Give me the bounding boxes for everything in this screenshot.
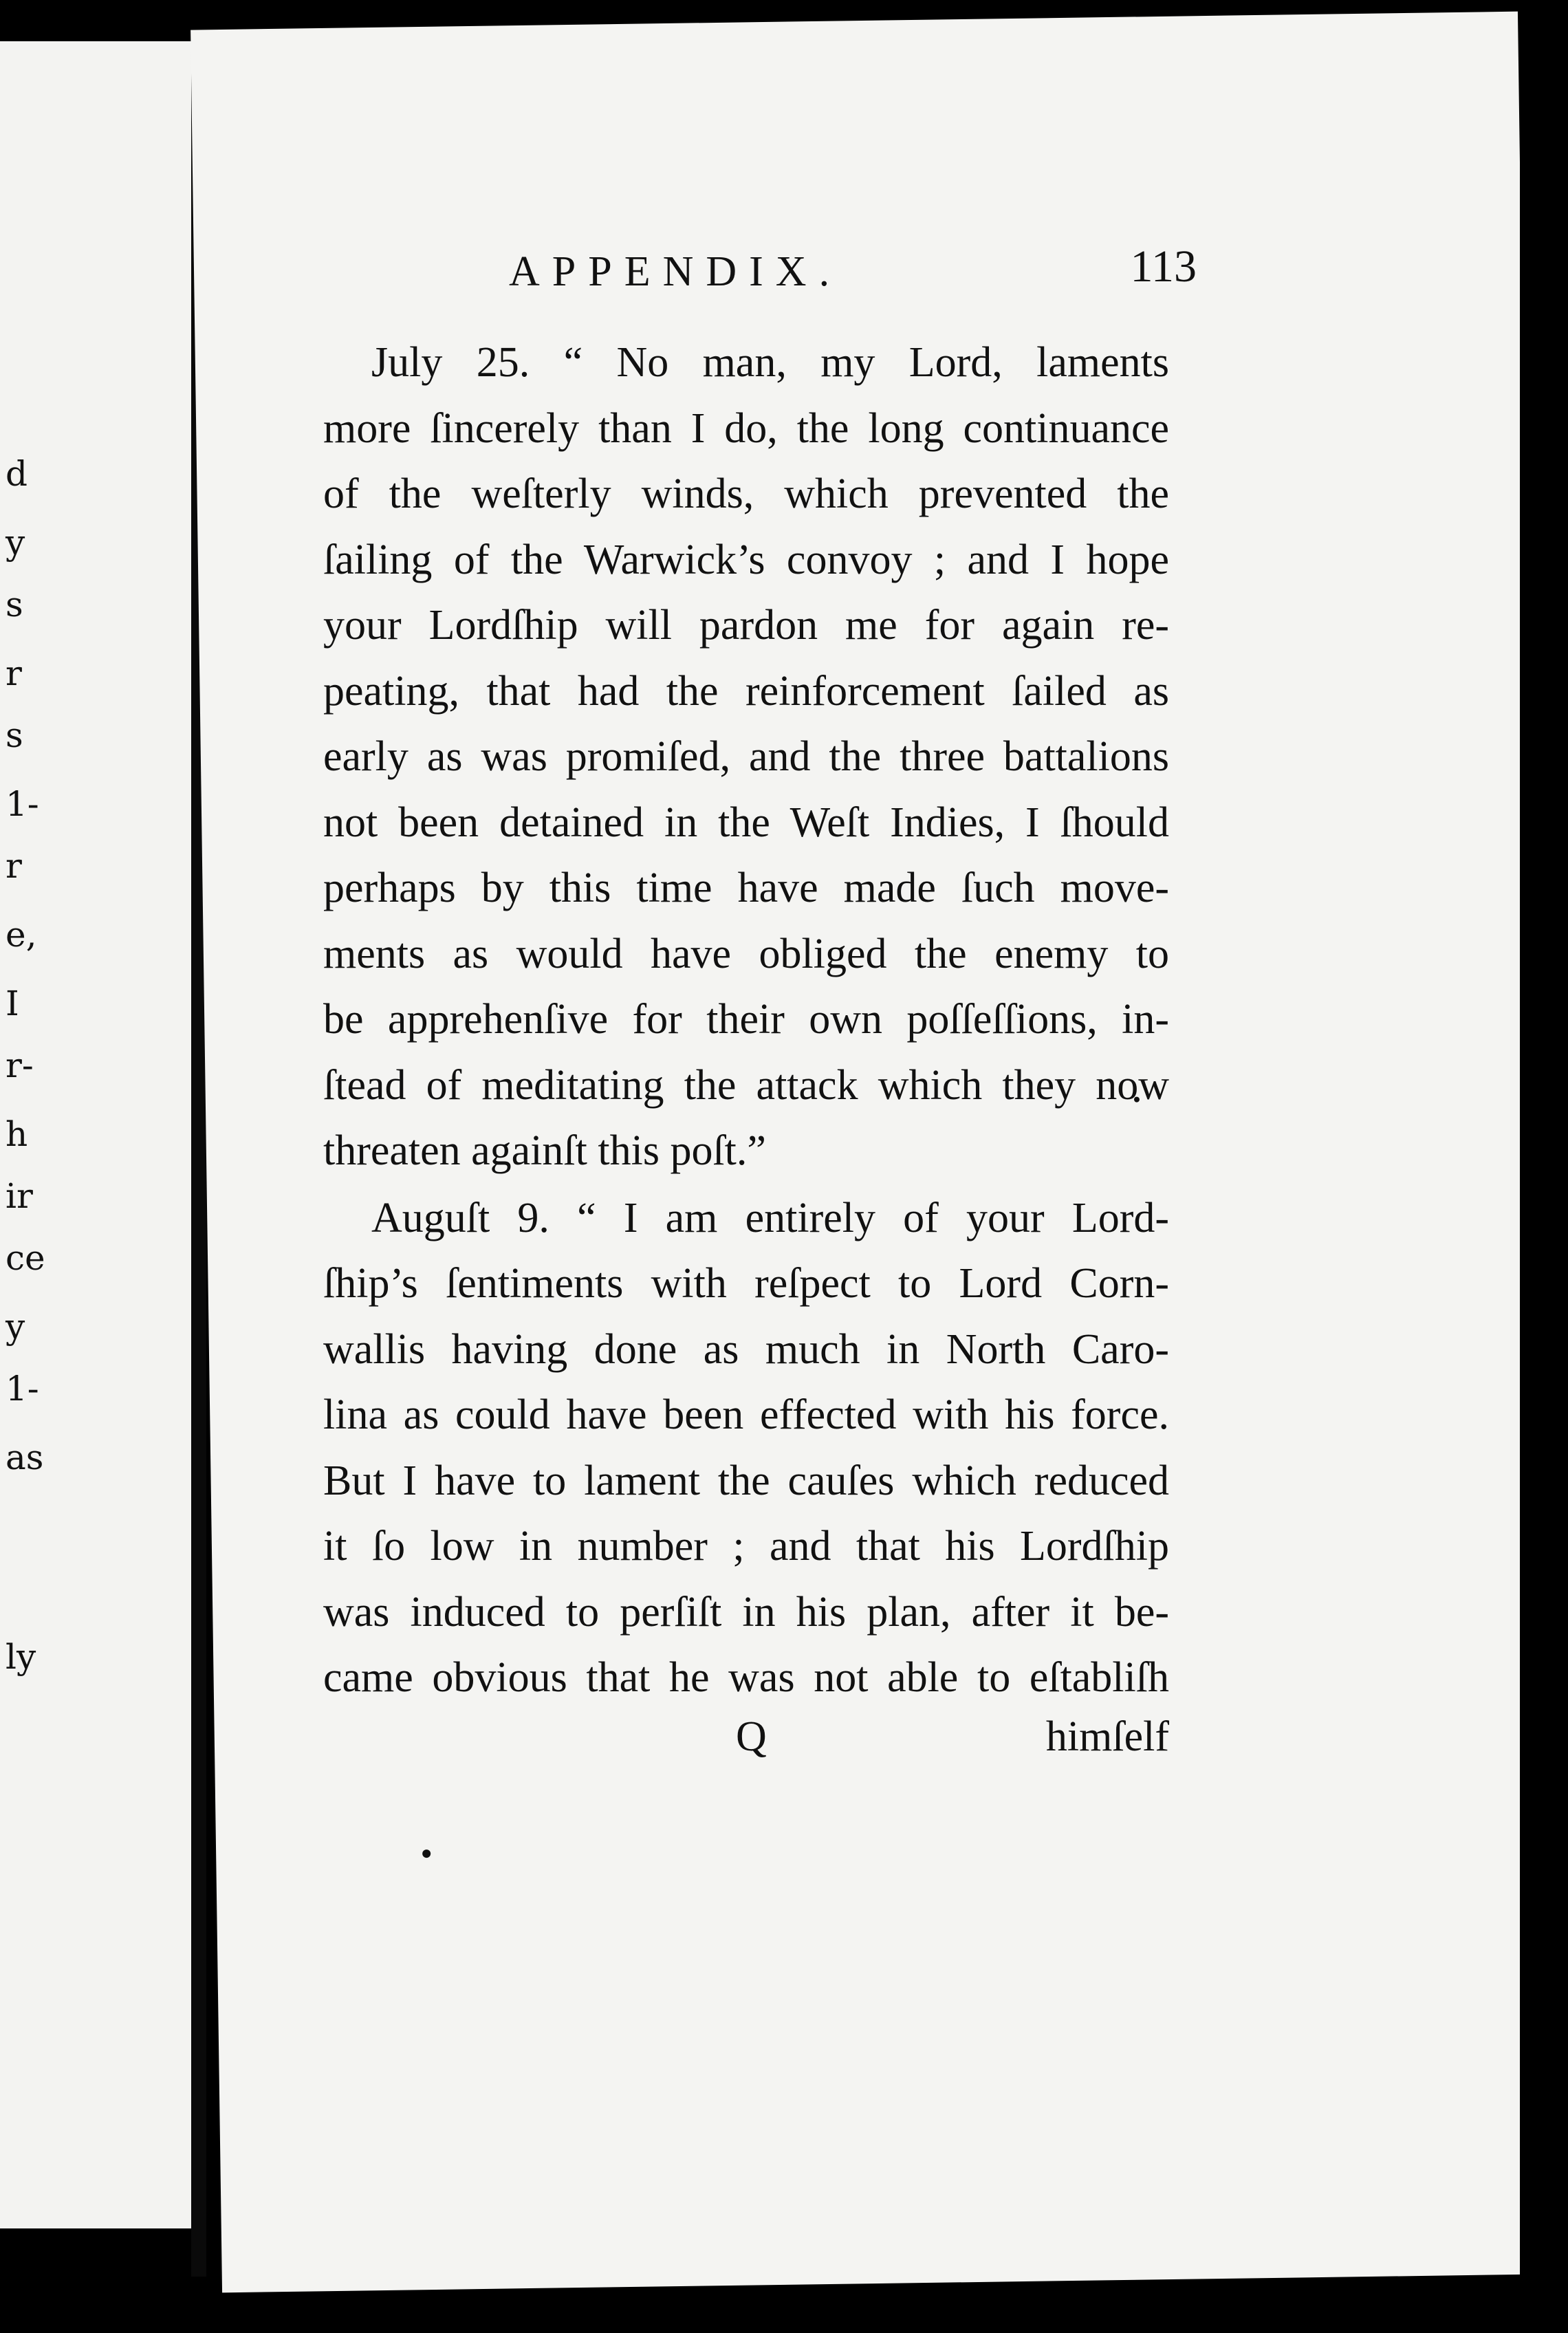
left-margin-fragment: ly — [6, 1637, 36, 1677]
text-line: came obvious that he was not able to eſtabliſh — [323, 1654, 1169, 1701]
text-line: ſtead of meditating the attack which they now — [323, 1061, 1169, 1109]
left-margin-fragment: y — [6, 1307, 25, 1347]
text-line: more ſincerely than I do, the long continuance — [323, 404, 1169, 452]
scan-border-right — [1520, 0, 1568, 2333]
left-margin-fragment: e, — [6, 915, 37, 955]
paragraph — [323, 330, 1169, 1184]
left-margin-fragment: r — [6, 653, 22, 693]
text-line: your Lordſhip will pardon me for again re- — [323, 602, 1169, 649]
left-margin-fragment: d — [6, 454, 28, 494]
text-line: ſailing of the Warwick’s convoy ; and I hope — [323, 536, 1169, 583]
text-line: of the weſterly winds, which prevented the — [323, 470, 1169, 517]
text-line: was induced to perſiſt in his plan, after it be- — [323, 1588, 1169, 1636]
text-line: ments as would have obliged the enemy to — [323, 930, 1169, 977]
left-margin-fragment: I — [6, 984, 19, 1023]
left-margin-fragment: 1- — [6, 784, 39, 824]
text-line: perhaps by this time have made ſuch move- — [323, 865, 1169, 911]
text-line: be apprehenſive for their own poſſeſſions, in- — [323, 996, 1169, 1043]
signature-mark: Q — [736, 1713, 767, 1760]
left-page-fragment — [0, 41, 191, 2228]
text-line: lina as could have been effected with his force. — [323, 1391, 1169, 1438]
left-margin-fragment: r — [6, 846, 22, 886]
body-text — [323, 330, 1169, 1711]
page-number: 113 — [1130, 241, 1197, 292]
left-margin-fragment: ce — [6, 1238, 45, 1278]
text-line: Auguſt 9. “ I am entirely of your Lord- — [371, 1194, 1169, 1241]
text-line: peating, that had the reinforcement ſailed as — [323, 667, 1169, 715]
left-margin-fragment: 1- — [6, 1369, 39, 1409]
page-footer — [323, 1713, 1169, 1781]
text-line: ſhip’s ſentiments with reſpect to Lord Corn- — [323, 1260, 1169, 1307]
text-line: not been detained in the Weſt Indies, I ſhould — [323, 799, 1169, 846]
paragraph — [323, 1186, 1169, 1711]
catchword: himſelf — [1045, 1713, 1169, 1760]
left-page-margin-text — [0, 41, 191, 2228]
text-line: But I have to lament the cauſes which reduced — [323, 1457, 1169, 1504]
left-margin-fragment: r- — [6, 1045, 34, 1085]
left-margin-fragment: ir — [6, 1176, 33, 1216]
left-margin-fragment: as — [6, 1437, 44, 1477]
left-margin-fragment: y — [6, 523, 25, 563]
text-line: threaten againſt this poſt.” — [323, 1127, 766, 1174]
running-head: APPENDIX. — [509, 248, 842, 295]
left-margin-fragment: s — [6, 585, 23, 625]
left-margin-fragment: s — [6, 715, 23, 755]
left-margin-fragment: h — [6, 1114, 28, 1154]
text-line: early as was promiſed, and the three battalions — [323, 733, 1169, 780]
page-header — [303, 234, 1197, 310]
text-line: it ſo low in number ; and that his Lordſhip — [323, 1523, 1169, 1570]
text-line: July 25. “ No man, my Lord, laments — [371, 339, 1169, 386]
text-line: wallis having done as much in North Caro- — [323, 1325, 1169, 1373]
ink-speck — [422, 1849, 431, 1858]
